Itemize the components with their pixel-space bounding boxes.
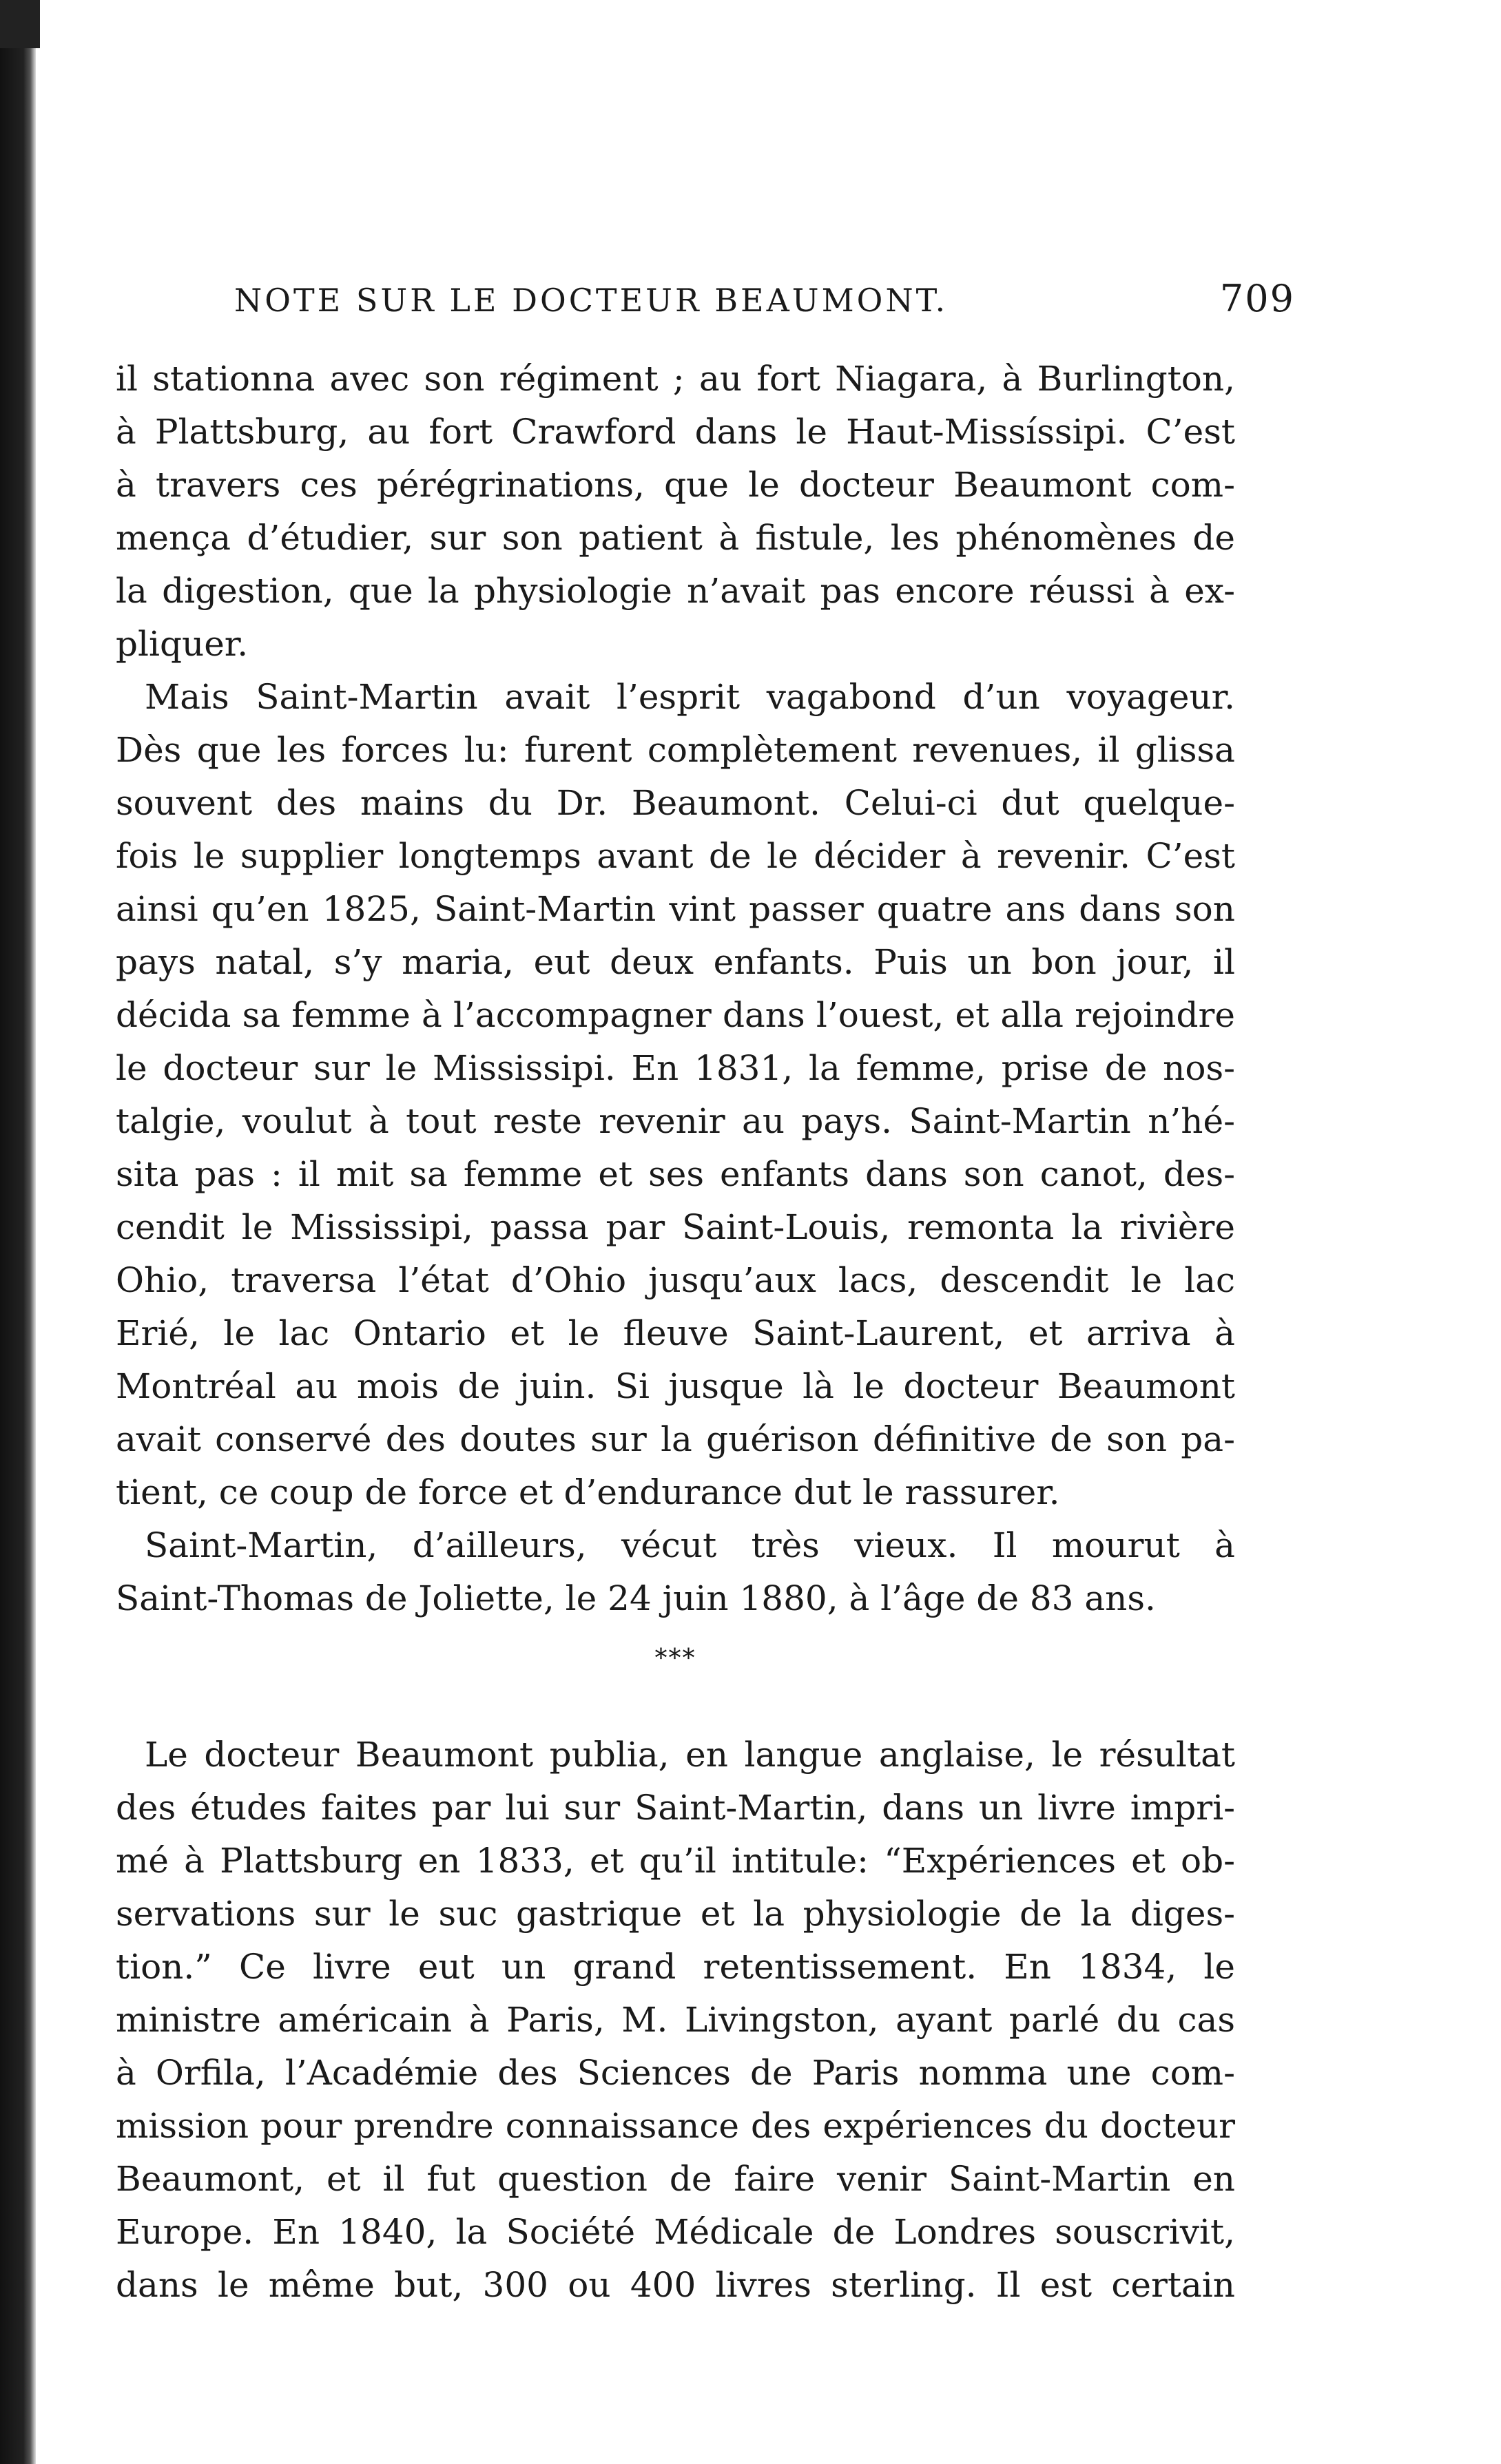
text-line: Beaumont, et il fut question de faire venir Saint-Martin en — [116, 2159, 1235, 2199]
text-line: Montréal au mois de juin. Si jusque là le docteur Beaumont — [116, 1366, 1235, 1406]
text-line: Dès que les forces lu: furent complètement revenues, il glissa — [116, 730, 1235, 770]
text-line: ministre américain à Paris, M. Livingston, ayant parlé du cas — [116, 2000, 1235, 2040]
text-line: Erié, le lac Ontario et le fleuve Saint-Laurent, et arriva à — [116, 1313, 1235, 1353]
text-line: cendit le Mississipi, passa par Saint-Louis, remonta la rivière — [116, 1207, 1235, 1247]
text-line: Saint-Martin, d’ailleurs, vécut très vieux. Il mourut à — [145, 1525, 1235, 1565]
text-line: dans le même but, 300 ou 400 livres sterling. Il est certain — [116, 2265, 1235, 2305]
text-line: à Orfila, l’Académie des Sciences de Paris nomma une com- — [116, 2053, 1235, 2093]
text-line: talgie, voulut à tout reste revenir au pays. Saint-Martin n’hé- — [116, 1101, 1235, 1141]
body-text — [116, 353, 1235, 2312]
text-line: avait conservé des doutes sur la guérison définitive de son pa- — [116, 1419, 1235, 1459]
text-line: Mais Saint-Martin avait l’esprit vagabond d’un voyageur. — [145, 677, 1235, 717]
text-line: pliquer. — [116, 624, 249, 664]
text-line: mé à Plattsburg en 1833, et qu’il intitule: “Expériences et ob- — [116, 1841, 1235, 1881]
text-line: Europe. En 1840, la Société Médicale de Londres souscrivit, — [116, 2212, 1235, 2252]
text-line: mença d’étudier, sur son patient à fistule, les phénomènes de — [116, 518, 1235, 558]
text-line: tion.” Ce livre eut un grand retentissement. En 1834, le — [116, 1947, 1235, 1987]
scan-corner-mark — [0, 0, 40, 48]
text-line: décida sa femme à l’accompagner dans l’ouest, et alla rejoindre — [116, 995, 1235, 1035]
text-line: à Plattsburg, au fort Crawford dans le Haut-Missíssipi. C’est — [116, 412, 1235, 452]
text-line: à travers ces pérégrinations, que le docteur Beaumont com- — [116, 465, 1235, 505]
text-line: ainsi qu’en 1825, Saint-Martin vint passer quatre ans dans son — [116, 889, 1235, 929]
text-line: servations sur le suc gastrique et la physiologie de la diges- — [116, 1894, 1235, 1934]
text-line: il stationna avec son régiment ; au fort Niagara, à Burlington, — [116, 359, 1235, 399]
text-line: fois le supplier longtemps avant de le décider à revenir. C’est — [116, 836, 1235, 876]
text-line: mission pour prendre connaissance des expériences du docteur — [116, 2106, 1235, 2146]
text-line: pays natal, s’y maria, eut deux enfants. Puis un bon jour, il — [116, 942, 1235, 982]
paragraph-3 — [116, 1519, 1235, 1625]
text-line: sita pas : il mit sa femme et ses enfants dans son canot, des- — [116, 1154, 1235, 1194]
paragraph-1 — [116, 353, 1235, 671]
text-line: des études faites par lui sur Saint-Martin, dans un livre impri- — [116, 1788, 1235, 1828]
running-head: NOTE SUR LE DOCTEUR BEAUMONT. — [234, 282, 949, 319]
text-line: souvent des mains du Dr. Beaumont. Celui-ci dut quelque- — [116, 783, 1235, 823]
text-line: tient, ce coup de force et d’endurance dut le rassurer. — [116, 1472, 1060, 1512]
paragraph-4 — [116, 1729, 1235, 2312]
text-line: Ohio, traversa l’état d’Ohio jusqu’aux lacs, descendit le lac — [116, 1260, 1235, 1300]
scan-page-edge — [0, 0, 36, 2464]
page-header — [234, 277, 1295, 346]
section-separator: *** — [654, 1645, 696, 1673]
paragraph-2 — [116, 671, 1235, 1519]
page-number: 709 — [1219, 277, 1295, 320]
text-line: le docteur sur le Mississipi. En 1831, la femme, prise de nos- — [116, 1048, 1235, 1088]
text-line: la digestion, que la physiologie n’avait pas encore réussi à ex- — [116, 571, 1235, 611]
text-line: Le docteur Beaumont publia, en langue anglaise, le résultat — [145, 1735, 1235, 1775]
text-line: Saint-Thomas de Joliette, le 24 juin 1880, à l’âge de 83 ans. — [116, 1578, 1156, 1618]
